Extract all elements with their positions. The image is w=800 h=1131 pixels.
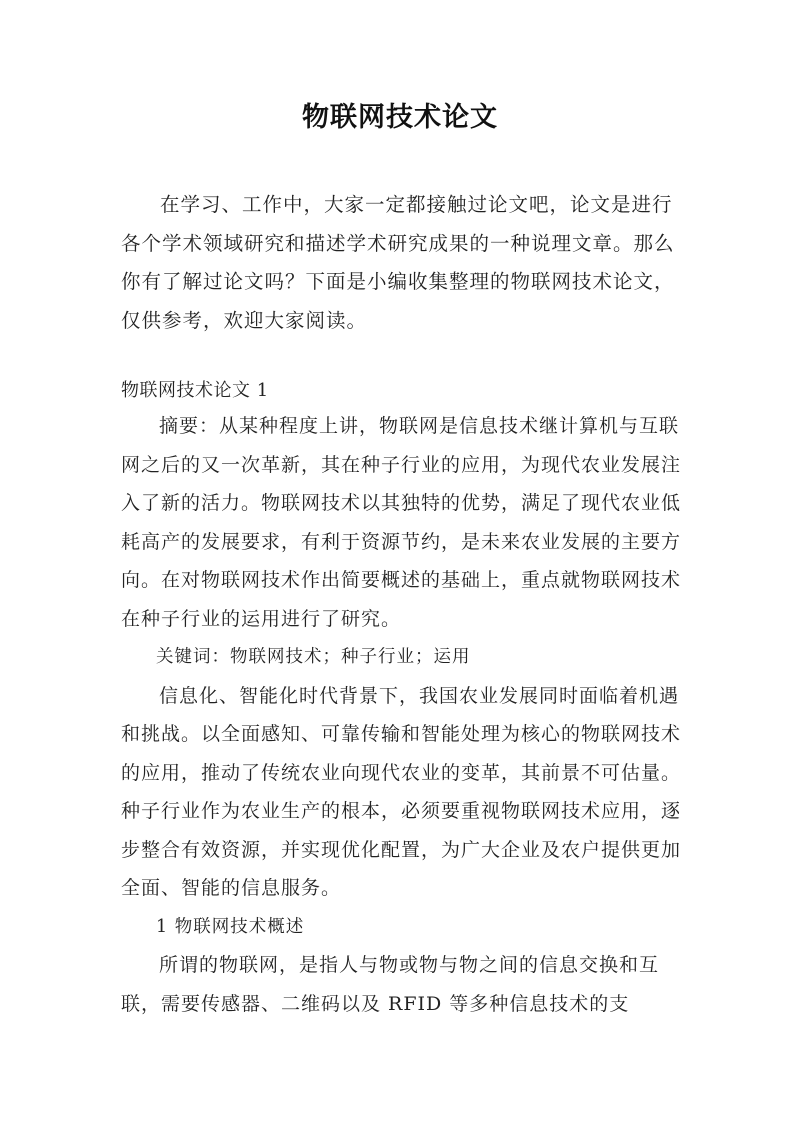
body-paragraph-1: 信息化、智能化时代背景下，我国农业发展同时面临着机遇和挑战。以全面感知、可靠传输和智能处理为核心的物联网技术的应用，推动了传统农业向现代农业的变革，其前景不可估量。种子行业作为农业生产的根本，必须要重视物联网技术应用，逐步整合有效资源，并实现优化配置，为广大企业及农户提供更加全面、智能的信息服务。 [121,684,682,899]
document-title: 物联网技术论文 [302,102,498,133]
abstract-paragraph: 摘要：从某种程度上讲，物联网是信息技术继计算机与互联网之后的又一次革新，其在种子行业的应用，为现代农业发展注入了新的活力。物联网技术以其独特的优势，满足了现代农业低耗高产的发展要求，有利于资源节约，是未来农业发展的主要方向。在对物联网技术作出简要概述的基础上，重点就物联网技术在种子行业的运用进行了研究。 [121,415,682,630]
intro-paragraph: 在学习、工作中，大家一定都接触过论文吧，论文是进行各个学术领域研究和描述学术研究成果的一种说理文章。那么你有了解过论文吗？下面是小编收集整理的物联网技术论文，仅供参考，欢迎大家阅读。 [121,193,675,332]
subheading-1: 1 物联网技术概述 [156,916,305,937]
section-body [121,407,691,1023]
keywords-line: 关键词：物联网技术；种子行业；运用 [156,647,471,667]
section-heading: 物联网技术论文 1 [121,380,269,401]
body-paragraph-2: 所谓的物联网，是指人与物或物与物之间的信息交换和互联，需要传感器、二维码以及 RFID 等多种信息技术的支 [121,954,660,1015]
